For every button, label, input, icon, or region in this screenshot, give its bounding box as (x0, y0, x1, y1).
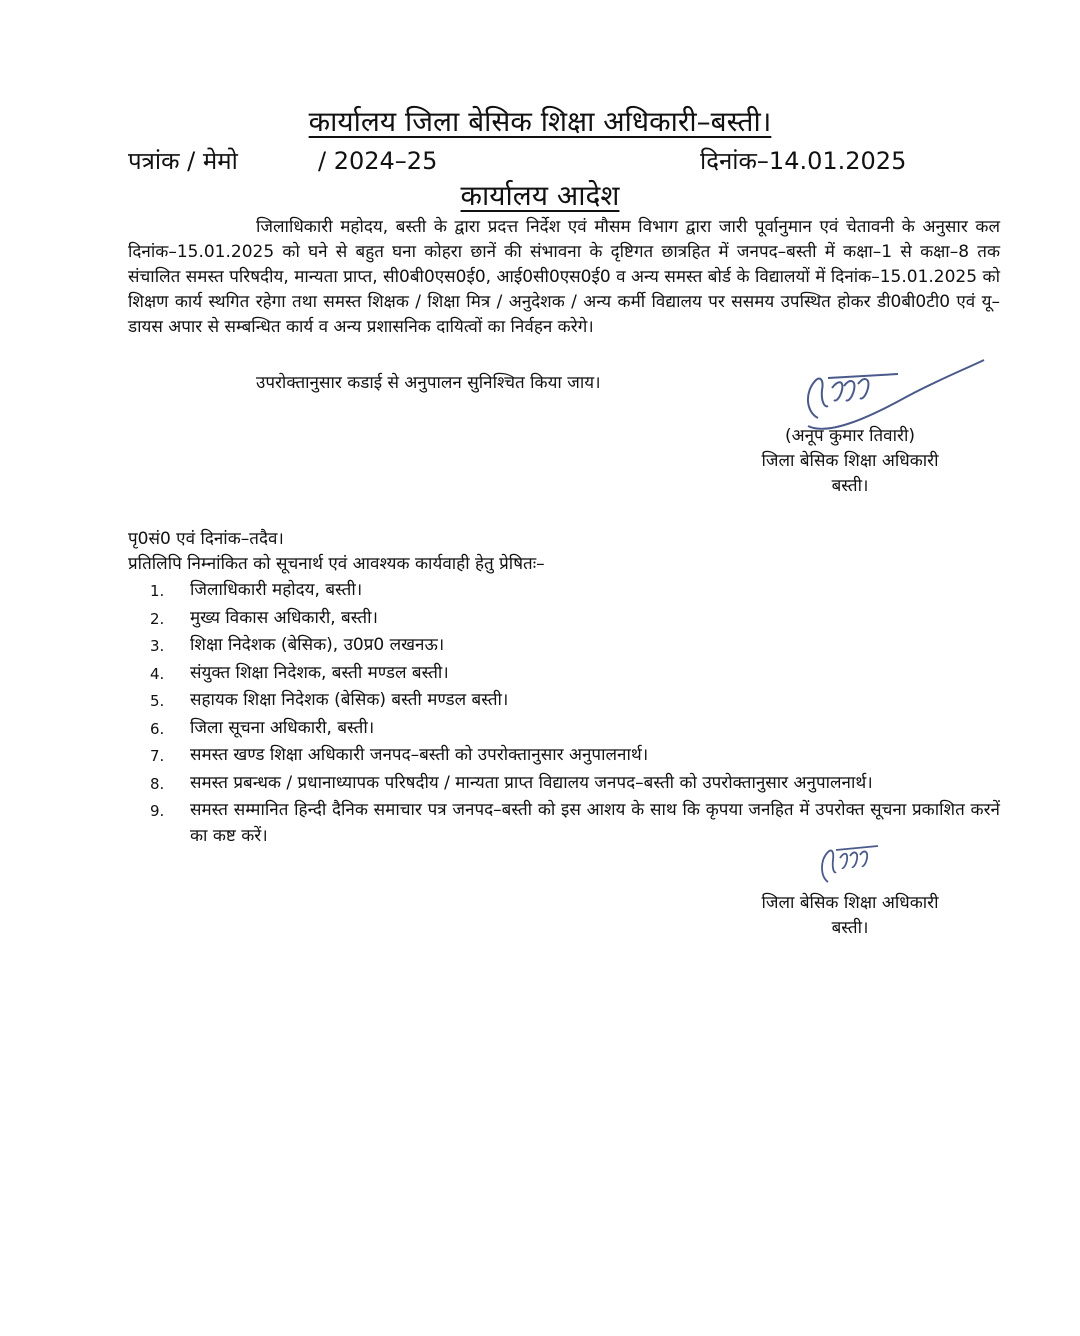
list-item (150, 578, 1000, 605)
list-item (150, 771, 1000, 798)
signatory-block (736, 424, 964, 499)
compliance-paragraph: उपरोक्तानुसार कडाई से अनुपालन सुनिश्चित किया जाय। (256, 373, 601, 393)
list-item (150, 661, 1000, 688)
list-item (150, 633, 1000, 660)
signatory-name: (अनूप कुमार तिवारी) (784, 426, 916, 446)
order-body-paragraph: जिलाधिकारी महोदय, बस्ती के द्वारा प्रदत्त निर्देश एवं मौसम विभाग द्वारा जारी पूर्वानुमान एवं चेतावनी के अनुसार कल दिनांक–15.01.2025 को घने से बहुत घना कोहरा छानें की संभावना के दृष्टिगत छात्रहित में जनपद–बस्ती में कक्षा–1 से कक्षा–8 तक संचालित समस्त परिषदीय, मान्यता प्राप्त, सी0बी0एस0ई0, आई0सी0एस0ई0 व अन्य समस्त बोर्ड के विद्यालयों में दिनांक–15.01.2025 को शिक्षण कार्य स्थगित रहेगा तथा समस्त शिक्षक / शिक्षा मित्र / अनुदेशक / अन्य कर्मी विद्यालय पर ससमय उपस्थित होकर डी0बी0टी0 एवं यू–डायस अपार से सम्बन्धित कार्य व अन्य प्रशासनिक दायित्वों का निर्वहन करेगे। (128, 217, 1000, 337)
letter-number-year: / 2024–25 (318, 147, 438, 175)
copy-intro: प्रतिलिपि निम्नांकित को सूचनार्थ एवं आवश्यक कार्यवाही हेतु प्रेषितः– (128, 554, 545, 574)
signatory2-place: बस्ती। (831, 918, 869, 938)
signatory2-block (736, 891, 964, 941)
list-item (150, 606, 1000, 633)
list-item-text: जिलाधिकारी महोदय, बस्ती। (190, 580, 363, 600)
list-item-number: 8. (150, 774, 165, 793)
list-item-text: शिक्षा निदेशक (बेसिक), उ0प्र0 लखनऊ। (190, 635, 445, 655)
signatory2-designation: जिला बेसिक शिक्षा अधिकारी (761, 893, 939, 913)
list-item-text: मुख्य विकास अधिकारी, बस्ती। (190, 607, 378, 628)
list-item-text: समस्त प्रबन्धक / प्रधानाध्यापक परिषदीय / मान्यता प्राप्त विद्यालय जनपद–बस्ती को उपरोक्तानुसार अनुपालनार्थ। (190, 772, 873, 793)
list-item-number: 5. (150, 692, 165, 710)
letter-number-label: पत्रांक / मेमो (128, 147, 238, 175)
list-item-number: 7. (150, 747, 165, 765)
list-item-number: 3. (150, 637, 165, 655)
list-item-text: जिला सूचना अधिकारी, बस्ती। (190, 717, 375, 738)
copy-list (150, 578, 1000, 850)
signature-icon (812, 838, 892, 890)
list-item-number: 1. (150, 582, 165, 600)
list-item-text: सहायक शिक्षा निदेशक (बेसिक) बस्ती मण्डल बस्ती। (190, 690, 509, 710)
office-title: कार्यालय जिला बेसिक शिक्षा अधिकारी–बस्ती। (308, 105, 772, 138)
order-title: कार्यालय आदेश (460, 179, 620, 212)
list-item-number: 4. (150, 664, 165, 683)
copy-reference: पृ0सं0 एवं दिनांक–तदैव। (128, 529, 284, 549)
list-item (150, 743, 1000, 770)
letter-date: दिनांक–14.01.2025 (700, 147, 907, 175)
list-item-number: 6. (150, 719, 165, 738)
list-item-number: 2. (150, 609, 165, 628)
signatory-designation: जिला बेसिक शिक्षा अधिकारी (761, 451, 939, 471)
list-item (150, 688, 1000, 715)
list-item-text: संयुक्त शिक्षा निदेशक, बस्ती मण्डल बस्ती। (190, 662, 449, 683)
list-item-text: समस्त सम्मानित हिन्दी दैनिक समाचार पत्र जनपद–बस्ती को इस आशय के साथ कि कृपया जनहित में उपरोक्त सूचना प्रकाशित करनें का कष्ट करें। (190, 800, 1000, 846)
list-item (150, 716, 1000, 743)
signatory-place: बस्ती। (831, 476, 869, 496)
list-item-number: 9. (150, 802, 165, 820)
list-item-text: समस्त खण्ड शिक्षा अधिकारी जनपद–बस्ती को उपरोक्तानुसार अनुपालनार्थ। (190, 745, 649, 765)
